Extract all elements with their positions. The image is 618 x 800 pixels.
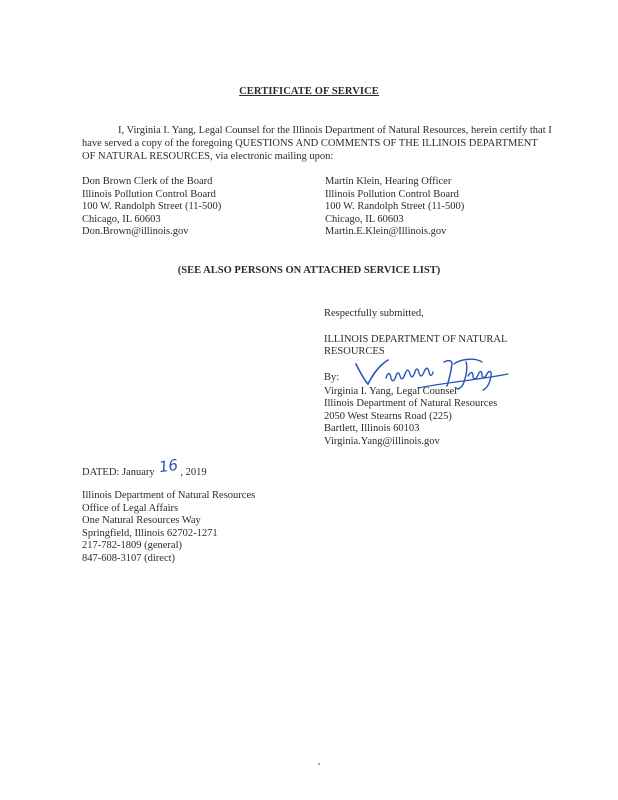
respectfully-submitted: Respectfully submitted,	[324, 308, 424, 319]
office-city: Springfield, Illinois 62702-1271	[82, 527, 218, 539]
dated-year: , 2019	[180, 467, 207, 478]
handwritten-signature	[348, 354, 518, 392]
org-name-line2: RESOURCES	[324, 346, 385, 357]
recipient-org: Illinois Pollution Control Board	[325, 188, 459, 200]
office-division: Office of Legal Affairs	[82, 502, 179, 514]
recipient-name: Martin Klein, Hearing Officer	[325, 176, 452, 187]
dated-label: DATED: January	[82, 467, 155, 478]
recipient-block-left	[82, 176, 221, 239]
office-phone-general: 217-782-1809 (general)	[82, 540, 183, 551]
signature-line	[324, 366, 507, 386]
by-label: By:	[324, 371, 340, 383]
see-also-note: (SEE ALSO PERSONS ON ATTACHED SERVICE LIST)	[177, 265, 441, 276]
office-org: Illinois Department of Natural Resources	[82, 490, 256, 501]
org-name-line1: ILLINOIS DEPARTMENT OF NATURAL	[324, 333, 508, 345]
recipient-org: Illinois Pollution Control Board	[82, 188, 216, 200]
signer-email: Virginia.Yang@illinois.gov	[324, 435, 440, 447]
office-phone-direct: 847-608-3107 (direct)	[82, 552, 176, 564]
recipient-email: Don.Brown@illinois.gov	[82, 226, 189, 237]
signer-name-title: Virginia I. Yang, Legal Counsel	[324, 385, 458, 397]
dated-line	[82, 455, 207, 479]
scan-speck	[318, 763, 320, 765]
recipient-street: 100 W. Randolph Street (11-500)	[82, 201, 222, 212]
document-title: CERTIFICATE OF SERVICE	[239, 86, 379, 97]
recipient-block-right	[325, 176, 464, 239]
signer-city: Bartlett, Illinois 60103	[324, 423, 420, 434]
signer-street: 2050 West Stearns Road (225)	[324, 410, 452, 422]
recipient-name: Don Brown Clerk of the Board	[82, 176, 213, 187]
recipient-city: Chicago, IL 60603	[82, 213, 161, 225]
office-street: One Natural Resources Way	[82, 515, 201, 526]
closing-block	[324, 308, 507, 448]
recipient-city: Chicago, IL 60603	[325, 213, 404, 225]
recipient-email: Martin.E.Klein@Illinois.gov	[325, 226, 447, 237]
recipient-street: 100 W. Randolph Street (11-500)	[325, 201, 465, 212]
handwritten-day: 16	[158, 455, 180, 477]
office-address-block	[82, 490, 255, 565]
signer-org: Illinois Department of Natural Resources	[324, 398, 498, 409]
certification-paragraph: I, Virginia I. Yang, Legal Counsel for the Illinois Department of Natural Resources, herein certify that I have served a copy of the foregoing QUESTIONS AND COMMENTS OF THE ILLINOIS DEPARTMENT OF NATURAL RESOURCES, via electronic mailing upon:	[82, 125, 552, 162]
